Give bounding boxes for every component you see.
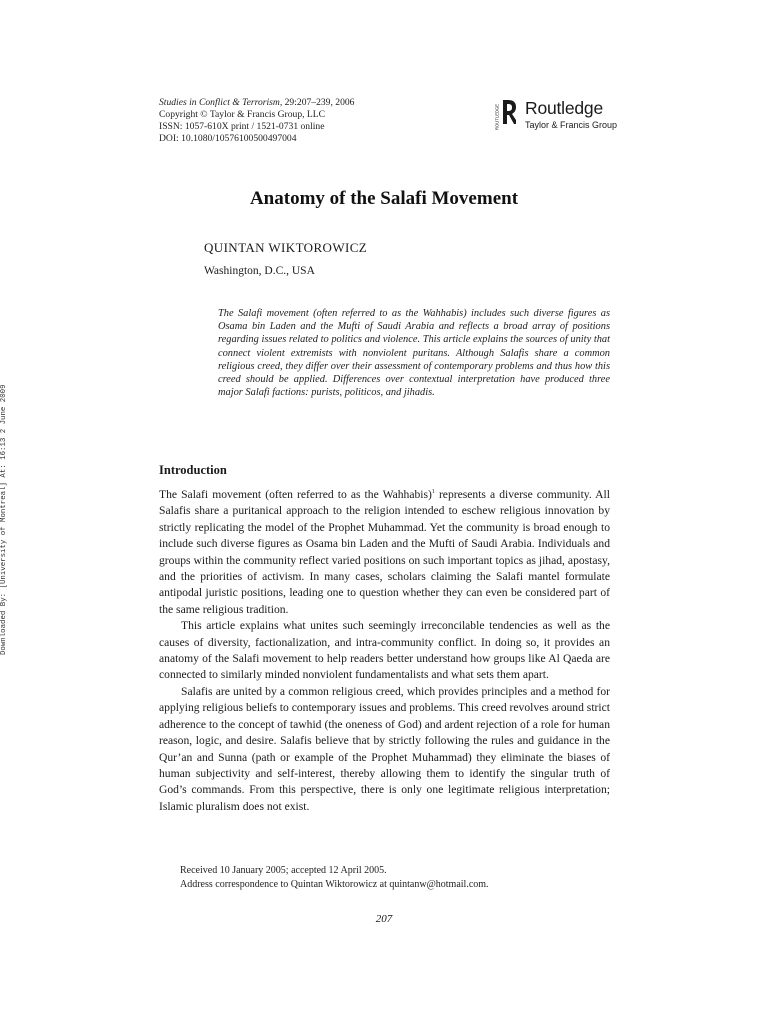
body-text	[159, 487, 610, 815]
journal-volume: 29:207–239, 2006	[282, 97, 355, 108]
article-title: Anatomy of the Salafi Movement	[249, 188, 519, 209]
footnote-ref: 1	[431, 489, 435, 496]
routledge-vertical-mark: ROUTLEDGE	[494, 103, 500, 130]
paragraph-1-start: The Salafi movement (often referred to as the Wahhabis)	[159, 488, 432, 501]
publisher-group: Taylor & Francis Group	[525, 120, 618, 130]
paragraph-1	[159, 487, 610, 618]
journal-citation	[159, 97, 354, 109]
correspondence: Address correspondence to Quintan Wiktorowicz at quintanw@hotmail.com.	[180, 879, 489, 890]
section-heading: Introduction	[159, 463, 227, 477]
paragraph-3: Salafis are united by a common religious creed, which provides principles and a method for applying religious beliefs to contemporary issues and problems. This creed revolves around strict adherence to the concept of tawhid (the oneness of God) and ardent rejection of a role for human reason, logic, and desire. Salafis believe that by strictly following the rules and guidance in the Qur’an and Sunna (path or example of the Prophet Muhammad) they eliminate the biases of human subjectivity and self-interest, thereby allowing them to identify the singular truth of God’s commands. From this perspective, there is only one legitimate religious interpretation; Islamic pluralism does not exist.	[159, 684, 610, 813]
page-number: 207	[375, 913, 393, 925]
routledge-logo-icon	[494, 98, 516, 132]
article-footnote	[180, 864, 489, 892]
article-author: QUINTAN WIKTOROWICZ	[204, 240, 368, 255]
download-watermark: Downloaded By: [University of Montreal] At: 16:13 2 June 2009	[0, 384, 8, 656]
received-date: Received 10 January 2005; accepted 12 April 2005.	[180, 865, 387, 876]
copyright-line: Copyright © Taylor & Francis Group, LLC	[159, 109, 326, 120]
paragraph-2: This article explains what unites such seemingly irreconcilable tendencies as well as the causes of diversity, factionalization, and intra-community conflict. In doing so, it provides an anatomy of the Salafi movement to help readers better understand how groups like Al Qaeda are connected to similarly minded nonviolent fundamentalists and what sets them apart.	[159, 619, 610, 682]
issn-line: ISSN: 1057-610X print / 1521-0731 online	[159, 121, 325, 132]
journal-name: Studies in Conflict & Terrorism,	[159, 97, 283, 108]
author-affiliation: Washington, D.C., USA	[204, 265, 315, 277]
publisher-logo	[494, 98, 624, 134]
publisher-name: Routledge	[525, 98, 603, 118]
journal-citation-block	[159, 97, 354, 145]
paragraph-1-rest: represents a diverse community. All Salafis share a puritanical approach to the religion intended to eschew religious innovation by strictly replicating the model of the Prophet Muhammad. Yet the community is broad enough to include such diverse figures as Osama bin Laden and the Mufti of Saudi Arabia. Individuals and groups within the community reflect varied positions on such important topics as jihad, apostasy, and the priorities of activism. In many cases, scholars claiming the Salafi mantel formulate antipodal juristic positions, leading one to question whether they can even be considered part of the same religious tradition.	[159, 488, 610, 616]
doi-line: DOI: 10.1080/10576100500497004	[159, 133, 297, 144]
abstract: The Salafi movement (often referred to as the Wahhabis) includes such diverse figures as Osama bin Laden and the Mufti of Saudi Arabia and reflects a broad array of positions regarding issues related to politics and violence. This article explains the sources of unity that connect violent extremists with nonviolent puritans. Although Salafis share a common religious creed, they differ over their assessment of contemporary problems and thus how this creed should be applied. Differences over contextual interpretation have produced three major Salafi factions: purists, politicos, and jihadis.	[218, 308, 610, 399]
